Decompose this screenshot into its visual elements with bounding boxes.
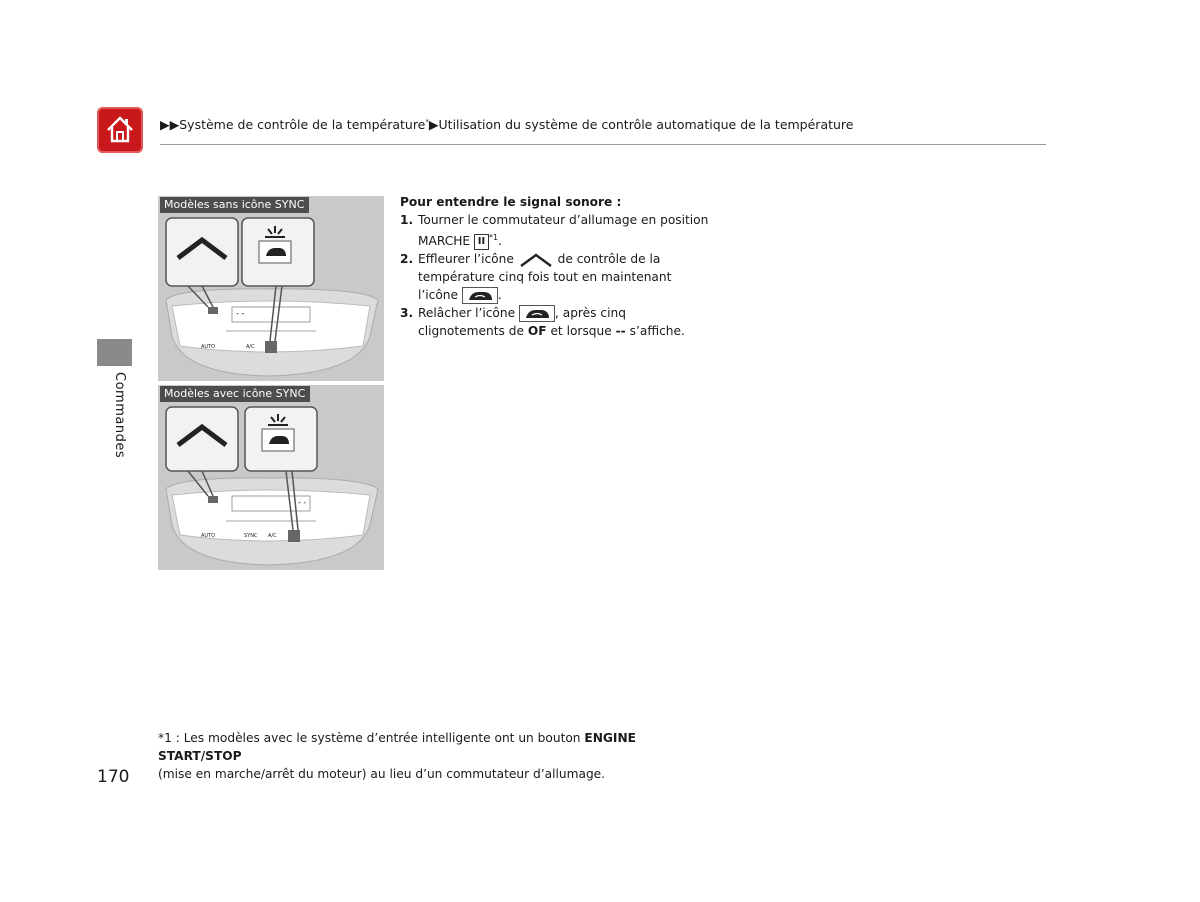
footnote: [158, 729, 718, 783]
climate-panel-illustration: [158, 385, 384, 570]
home-icon: [104, 114, 136, 146]
figure-caption: Modèles sans icône SYNC: [160, 197, 309, 213]
breadcrumb-arrow-icon: ▶▶: [160, 117, 180, 132]
step-text: , après cinq clignotements de: [418, 306, 626, 339]
chevron-up-icon: [518, 252, 554, 268]
header-divider: [160, 144, 1046, 145]
footnote-text: *1 : Les modèles avec le système d’entrée intelligente ont un bouton: [158, 731, 581, 745]
footnote-ref: *1: [488, 233, 499, 242]
figure-with-sync: [158, 385, 384, 570]
display-readout: - -: [236, 309, 245, 318]
footnote-button-name: ENGINE START/STOP: [158, 731, 636, 763]
step-number: 2.: [400, 252, 414, 267]
climate-panel-illustration: [158, 196, 384, 381]
step-number: 1.: [400, 213, 414, 227]
breadcrumb-link-1[interactable]: Système de contrôle de la température: [179, 117, 426, 132]
ac-button[interactable]: A/C: [246, 344, 255, 350]
figure-caption: Modèles avec icône SYNC: [160, 386, 310, 402]
instructions: [400, 193, 710, 340]
step-1: [400, 211, 710, 250]
step-number: 3.: [400, 306, 414, 321]
sync-button[interactable]: SYNC: [244, 533, 258, 539]
step-text: s’affiche.: [629, 324, 685, 339]
step-text: Relâcher l’icône: [418, 306, 516, 321]
section-label: Commandes: [112, 372, 127, 459]
section-tab[interactable]: [97, 339, 132, 366]
recirculation-icon: [462, 287, 498, 304]
step-text: .: [497, 288, 502, 303]
instructions-title: Pour entendre le signal sonore :: [400, 195, 622, 209]
breadcrumb: [160, 117, 854, 132]
figure-without-sync: [158, 196, 384, 381]
step-2: [400, 250, 710, 304]
step-text: et lorsque: [550, 324, 612, 339]
page-number: 170: [97, 767, 130, 787]
step-3: [400, 304, 710, 340]
step-text: Tourner le commutateur d’allumage en position MARCHE: [418, 213, 709, 249]
recirculation-icon: [519, 305, 555, 322]
display-value: OF: [527, 324, 547, 339]
auto-button[interactable]: AUTO: [201, 344, 216, 350]
ignition-position-icon: II: [474, 234, 489, 250]
home-button[interactable]: [97, 107, 143, 153]
auto-button[interactable]: AUTO: [201, 533, 216, 539]
breadcrumb-asterisk: *: [425, 117, 429, 126]
breadcrumb-link-2[interactable]: Utilisation du système de contrôle automatique de la température: [438, 117, 854, 132]
step-text: Effleurer l’icône: [418, 252, 514, 267]
breadcrumb-arrow-icon: ▶: [428, 117, 439, 132]
footnote-text: (mise en marche/arrêt du moteur) au lieu d’un commutateur d’allumage.: [158, 767, 606, 781]
display-value: --: [615, 324, 626, 339]
display-readout: - -: [298, 498, 307, 507]
ac-button[interactable]: A/C: [268, 533, 277, 539]
step-text: de contrôle de la température cinq fois tout en maintenant l’icône: [418, 252, 672, 303]
step-text: .: [498, 234, 502, 249]
